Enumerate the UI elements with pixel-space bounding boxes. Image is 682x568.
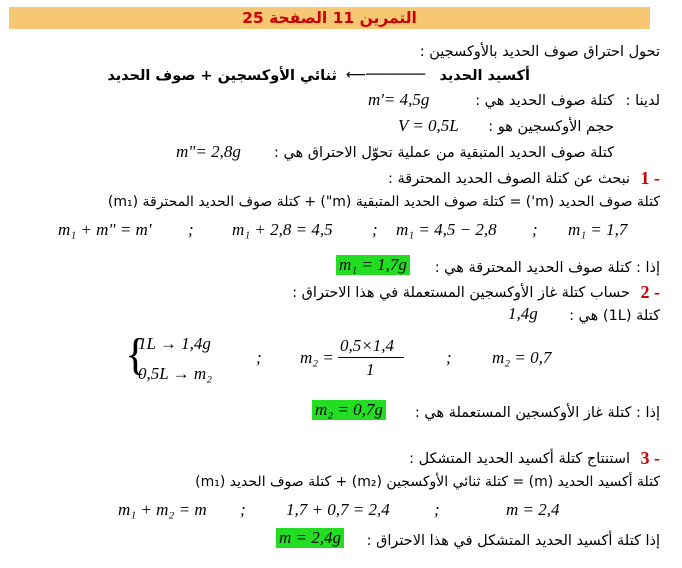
q1-conclusion-label: إذا : كتلة صوف الحديد المحترقة هي : (434, 260, 660, 276)
given-prefix: لدينا : (625, 93, 660, 109)
intro-text: تحول احتراق صوف الحديد بالأوكسجين : (419, 44, 660, 60)
q2-mass-value: 1,4g (508, 304, 538, 323)
q2-number: 2 - (640, 282, 660, 302)
q1-title: نبحث عن كتلة الصوف الحديد المحترقة : (388, 171, 630, 187)
q2-title: حساب كتلة غاز الأوكسجين المستعملة في هذا الاحتراق : (292, 285, 630, 301)
oxygen-volume-label: حجم الأوكسجين هو : (488, 119, 614, 135)
q3-title: استنتاج كتلة أكسيد الحديد المتشكل : (409, 451, 630, 467)
system-brace: { (125, 330, 147, 379)
q2-fraction-numerator: 0,5×1,4 (340, 336, 394, 355)
exercise-title-banner (9, 7, 650, 29)
q1-step-1: m₁ + m" = m' (58, 220, 152, 239)
q2-result: m₂ = 0,7 (492, 348, 552, 367)
q2-fraction-denominator: 1 (366, 360, 375, 379)
q1-conclusion-value: m₁ = 1,7g (336, 255, 410, 275)
q3-step-2: 1,7 + 0,7 = 2,4 (286, 500, 390, 519)
q3-relation: كتلة أكسيد الحديد (m) = كتلة ثنائي الأوكسجين (m₂) + كتلة صوف الحديد (m₁) (195, 474, 660, 490)
equation-product: أكسيد الحديد (439, 68, 530, 84)
system-line-2: 0,5L → m₂ (138, 364, 213, 383)
q2-mass-label: كتلة (1L) هي : (569, 308, 660, 324)
q1-number: 1 - (640, 168, 660, 188)
exercise-title: التمرين 11 الصفحة 25 (242, 9, 417, 27)
q3-sep-2: ; (434, 500, 440, 519)
remaining-mass-value: m"= 2,8g (176, 142, 241, 161)
q1-step-2: m₁ + 2,8 = 4,5 (232, 220, 333, 239)
fraction-bar (338, 357, 404, 358)
iron-mass-value: m'= 4,5g (368, 90, 430, 109)
q1-relation: كتلة صوف الحديد (m') = كتلة صوف الحديد المتبقية (m") + كتلة صوف الحديد المحترقة (m₁) (107, 194, 660, 210)
q1-sep-2: ; (372, 220, 378, 239)
q3-step-1: m₁ + m₂ = m (118, 500, 207, 519)
reaction-arrow: ⟵─────── (346, 67, 426, 83)
q1-step-4: m₁ = 1,7 (568, 220, 628, 239)
iron-mass-label: كتلة صوف الحديد هي : (475, 93, 614, 109)
equation-reactants: ثنائي الأوكسجين + صوف الحديد (107, 68, 337, 84)
q1-sep-3: ; (532, 220, 538, 239)
q2-conclusion-label: إذا : كتلة غاز الأوكسجين المستعملة هي : (414, 405, 660, 421)
q2-sep-2: ; (446, 348, 452, 367)
oxygen-volume-value: V = 0,5L (398, 116, 459, 135)
q3-step-3: m = 2,4 (506, 500, 560, 519)
q2-sep-1: ; (256, 348, 262, 367)
q2-fraction-lhs: m₂ = (300, 348, 334, 367)
q1-step-3: m₁ = 4,5 − 2,8 (396, 220, 497, 239)
system-line-1: 1L → 1,4g (138, 334, 211, 353)
remaining-mass-label: كتلة صوف الحديد المتبقية من عملية تحوّل الاحتراق هي : (273, 145, 614, 161)
q1-sep-1: ; (188, 220, 194, 239)
q3-sep-1: ; (240, 500, 246, 519)
q3-conclusion-value: m = 2,4g (276, 528, 344, 548)
q2-conclusion-value: m₂ = 0,7g (312, 400, 386, 420)
q3-conclusion-label: إذا كتلة أكسيد الحديد المتشكل في هذا الاحتراق : (366, 533, 660, 549)
q3-number: 3 - (640, 448, 660, 468)
